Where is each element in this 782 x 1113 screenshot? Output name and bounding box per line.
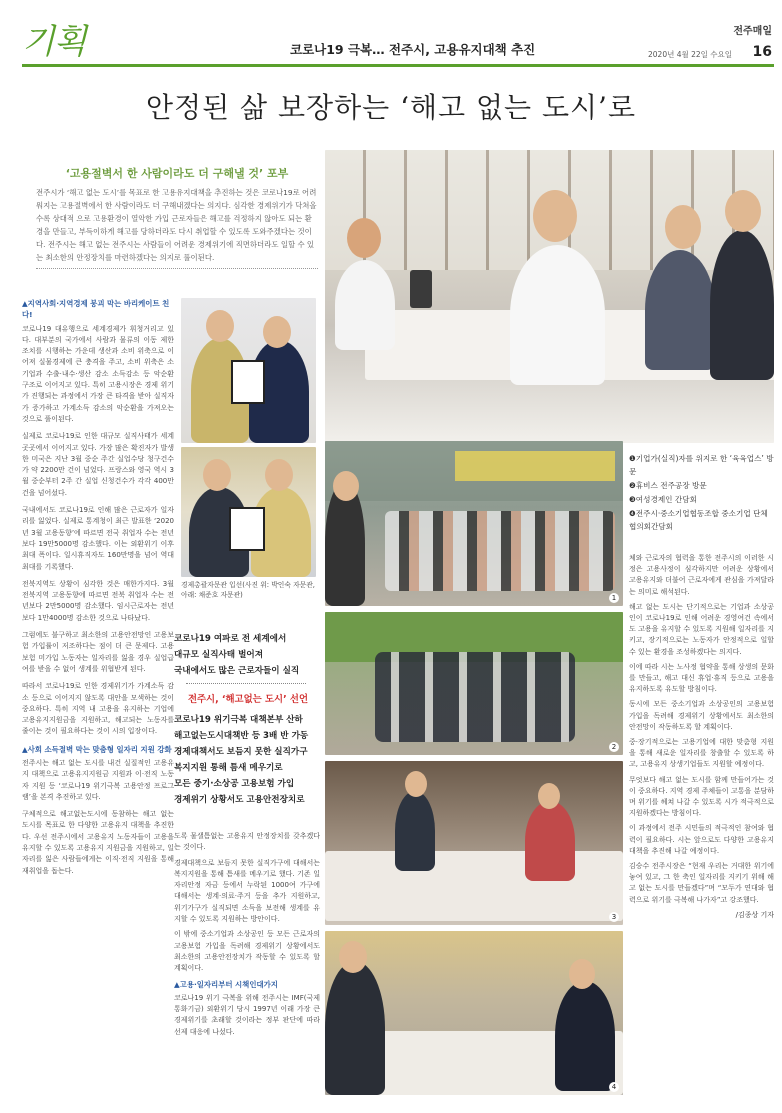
byline: /김종상 기자 (735, 910, 774, 919)
advisor-caption: 경제총괄자문관 입선(사진 위: 박인숙 자문관, 아래: 채준호 자문관) (181, 581, 315, 599)
photo-number: 3 (609, 912, 619, 922)
pull-quote-line: 해고없는도시대책반 등 3배 반 가동 (174, 731, 309, 741)
pull-quote-line: 모든 중기·소상공 고용보험 가입 (174, 779, 295, 789)
paragraph: 국내에서도 코로나19로 인해 많은 근로자가 일자리를 잃었다. 실제로 통계청이 최근 발표한 ‘2020년 3월 고용동향’에 따르면 전국 취업자 수는 전년보다 19만5000명 감소했다. 이는 외환위기 이후 최대 폭이다. 일시휴직자도 160만명을 넘어 역대 최대를 기록했다. (22, 506, 174, 571)
page-number: 16 (752, 44, 772, 60)
photo-business-council (325, 931, 623, 1095)
paragraph: 코로나19 대유행으로 세계경제가 휘청거리고 있다. 대부분의 국가에서 사람과 물류의 이동 제한 조치를 시행하는 가운데 생산과 소비 위축으로 이어져 실물경제에 큰 충격을 주고, 소비 위축은 소기업과 수출·내수·생산 감소 소득감소 등 악순환 구조로 이어지고 있다. 특히 고용시장은 경제 위기가 진행되는 과정에서 가장 큰 타격을 받아 실직자가 증가하고 가계소득 감소의 악순환을 가져오는 것으로 풀이된다. (22, 324, 174, 423)
lead-title: ‘고용절벽서 한 사람이라도 더 구해낼 것’ 포부 (65, 167, 289, 180)
photo-women-meeting (325, 761, 623, 925)
photo-factory-visit (325, 612, 623, 755)
paragraph: 중·장기적으로는 고용기업에 대한 맞춤형 지원을 통해 새로운 일자리를 창출할 수 있도록 하고, 고용유지 상생기업들도 지원할 예정이다. (629, 738, 774, 769)
page-header (0, 0, 782, 66)
paragraph: 무엇보다 해고 없는 도시를 함께 만들어가는 것이 중요하다. 지역 경제 주체들이 고통을 분담하며 위기를 헤쳐 나갈 수 있도록 시가 적극적으로 지원하겠다는 방침이다. (629, 775, 774, 818)
caption-item: ❸여성경제인 간담회 (629, 495, 697, 504)
paragraph: 체와 근로자의 협력을 통한 전주시의 이러한 시정은 고용사정이 심각하지만 어려운 상황에서 고용유지와 더불어 근로자에게 관심을 가져달라는 의미로 해석된다. (629, 554, 774, 596)
pull-quote-divider (186, 683, 306, 684)
paragraph: 그럼에도 불구하고 최소한의 고용안전망인 고용보험 가입률이 저조하다는 점이 더 큰 문제다. 고용보험 미가입 노동자는 일자리를 잃을 경우 실업급여를 받을 수 없어 생계를 위협받게 된다. (22, 631, 174, 673)
advisor-photo-1 (181, 298, 316, 443)
right-column (629, 553, 774, 921)
left-column (22, 298, 174, 883)
section-logo: 기획 (22, 22, 86, 62)
middle-column (174, 831, 320, 1042)
advisor-photo-2 (181, 447, 316, 577)
pull-quote-line: 대규모 실직사태 벌어져 (174, 650, 263, 660)
photo-number: 1 (609, 593, 619, 603)
header-divider (22, 64, 774, 67)
paragraph: 코로나19 위기 극복을 위해 전주시는 IMF(국제통화기금) 외환위기 당시 1997년 이래 가장 큰 경제위기를 초래할 것이라는 정부 판단에 따라 선제 대응에 나섰다. (174, 993, 320, 1036)
paragraph: 구체적으로 해고없는도시에 동참하는 해고 없는 도시를 목표로 한 다양한 고용유지 대책을 추진한다. 우선 전주시에서 고용유지 노동자들이 고용을 유지할 수 있도록 고용유지 지원금을 지원하고, 일자리를 잃은 사람들에게는 이직·전직 지원을 통해 재취업을 돕는다. (22, 810, 174, 875)
paragraph: 실제로 코로나19로 인한 대규모 실직사태가 세계 곳곳에서 이어지고 있다. 가장 많은 확진자가 발생한 미국은 지난 3월 중순 주간 실업수당 청구건수가 약 2200만 건이 넘었다. 프랑스와 영국 역시 3월 중순부터 2주 간 실업 신청건수가 각각 400만 건을 넘어섰다. (22, 432, 174, 497)
pull-quote (174, 631, 322, 808)
subheading: ▲사회 소득절벽 막는 맞춤형 일자리 지원 강화 (22, 744, 172, 754)
paragraph: 동시에 모든 중소기업과 소상공인의 고용보험 가입을 독려해 경제위기 상황에서도 최소한의 안전망이 작동하도록 할 계획이다. (629, 700, 774, 731)
issue-date: 2020년 4월 22일 수요일 (648, 50, 733, 59)
paragraph: 이에 따라 시는 노사정 협약을 통해 상생의 문화를 만들고, 해고 대신 휴업·휴직 등으로 고용을 유지하도록 유도할 방침이다. (629, 662, 774, 694)
pull-quote-line: 코로나19 여파로 전 세계에서 (174, 634, 287, 644)
photo-number: 2 (609, 742, 619, 752)
paragraph: 도록 물샐틈없는 고용유지 안정장치를 갖추겠다는 것이다. (174, 832, 320, 852)
paragraph: 전주시는 해고 없는 도시를 내건 실질적인 고용유지 대책으로 고용유지지원금 지원과 이·전직 노동자 지원 등 ‘코로나19 위기극복 고용안정 프로그램’을 본격 추진하고 있다. (22, 758, 174, 801)
main-meeting-photo (325, 150, 774, 443)
paragraph: 전북지역도 상황이 심각한 것은 매한가지다. 3월 전북지역 고용동향에 따르면 전북 취업자 수는 전년보다 2만5000명 감소했다. 임시근로자는 전년보다 1만4000명 감소한 것으로 나타났다. (22, 579, 174, 622)
lead-divider (36, 268, 318, 269)
photo-captions (629, 452, 774, 534)
caption-item: ❶기업가(실직)자를 위지로 한 ‘육육업스’ 방문 (629, 454, 774, 476)
paragraph: 이 밖에 중소기업과 소상공인 등 모든 근로자의 고용보험 가입을 독려해 경제위기 상황에서도 최소한의 고용안전장치가 작동할 수 있도록 할 계획이다. (174, 930, 320, 973)
pull-quote-line: 복지지원 통해 틈새 메우기로 (174, 763, 283, 773)
header-title: 코로나19 극복… 전주시, 고용유지대책 추진 (290, 42, 536, 57)
caption-item: ❹전주시·중소기업협동조합 중소기업 단체협의회간담회 (629, 509, 768, 531)
paragraph: 이 과정에서 전주 시민들의 적극적인 참여와 협력이 필요하다. 시는 앞으로도 다양한 고용유지 대책을 추진해 나갈 예정이다. (629, 824, 774, 855)
paragraph: 따라서 코로나19로 인한 경제위기가 가계소득 감소 등으로 이어지지 않도록 대안을 모색하는 것이 중요하다. 특히 지역 내 고용을 유지하는 기업에 고용유지지원금을 지원하고, 해고되는 노동자를 줄이는 것이 필요하다는 것이 시의 입장이다. (22, 682, 174, 736)
caption-item: ❷휴비스 전주공장 방문 (629, 481, 707, 490)
pull-quote-line: 국내에서도 많은 근로자들이 실직 (174, 666, 300, 676)
pull-quote-line: 경제위기 상황서도 고용안전장치로 (174, 795, 305, 805)
subheading: ▲고용·일자리부터 시책인대가지 (174, 979, 278, 989)
headline: 안정된 삶 보장하는 ‘해고 없는 도시’로 (145, 91, 637, 124)
paragraph: 경제대책으로 보듬지 못한 실직가구에 대해서는 복지지원을 통해 틈새를 메우기로 했다. 기존 일자리안정 자금 등에서 누락된 1000여 가구에 대해서는 생계·의료·주거 등을 추가 지원하고, 위기가구가 실직되면 소득을 보전해 생계를 유지할 수 있도록 지원하는 방안이다. (174, 858, 320, 924)
photo-group-visit (325, 441, 623, 606)
paragraph: 김승수 전주시장은 “현재 우리는 거대한 위기에 놓여 있고, 그 한 축인 일자리를 지키기 위해 해고 없는 도시를 만들겠다”며 “모두가 연대와 협력으로 위기를 극복해 나가자”고 강조했다. (629, 862, 774, 904)
subheading: ▲지역사회·지역경제 붕괴 막는 바리케이트 친다! (22, 299, 170, 320)
photo-number: 4 (609, 1082, 619, 1092)
paper-name: 전주매일 (733, 26, 772, 37)
pull-quote-heading: 전주시, ‘해고없는 도시’ 선언 (187, 694, 309, 705)
pull-quote-line: 경제대책서도 보듬지 못한 실직가구 (174, 747, 308, 757)
lead-body: 전주시가 ‘해고 없는 도시’를 목표로 한 고용유지대책을 추진하는 것은 코로나19로 어려워지는 고용절벽에서 한 사람이라도 더 구해내겠다는 의지다. 심각한 경제위기가 닥쳐올수록 상대적 으로 고용환경이 열악한 가입 근로자들은 해고를 걱정하지 않아도 되는 환경을 만들고, 부득이하게 해고를 당하더라도 다시 취업할 수 있도록 도와주겠다는 것이다. 전주시는 해고 없는 전주시는 사람들이 어려운 경제위기에 직면하더라도 일할 수 있는 최소한의 안정장치를 마련하겠다는 의지로 풀이된다. (36, 188, 317, 262)
paragraph: 해고 없는 도시는 단기적으로는 기업과 소상공인이 코로나19로 인해 어려운 경영여건 속에서도 고용을 유지할 수 있도록 지원해 일자리를 지키고, 장기적으로는 노동자가 안정적으로 일할 수 있는 환경을 조성하겠다는 의지다. (629, 602, 774, 656)
pull-quote-line: 코로나19 위기극복 대책본부 산하 (174, 715, 303, 725)
